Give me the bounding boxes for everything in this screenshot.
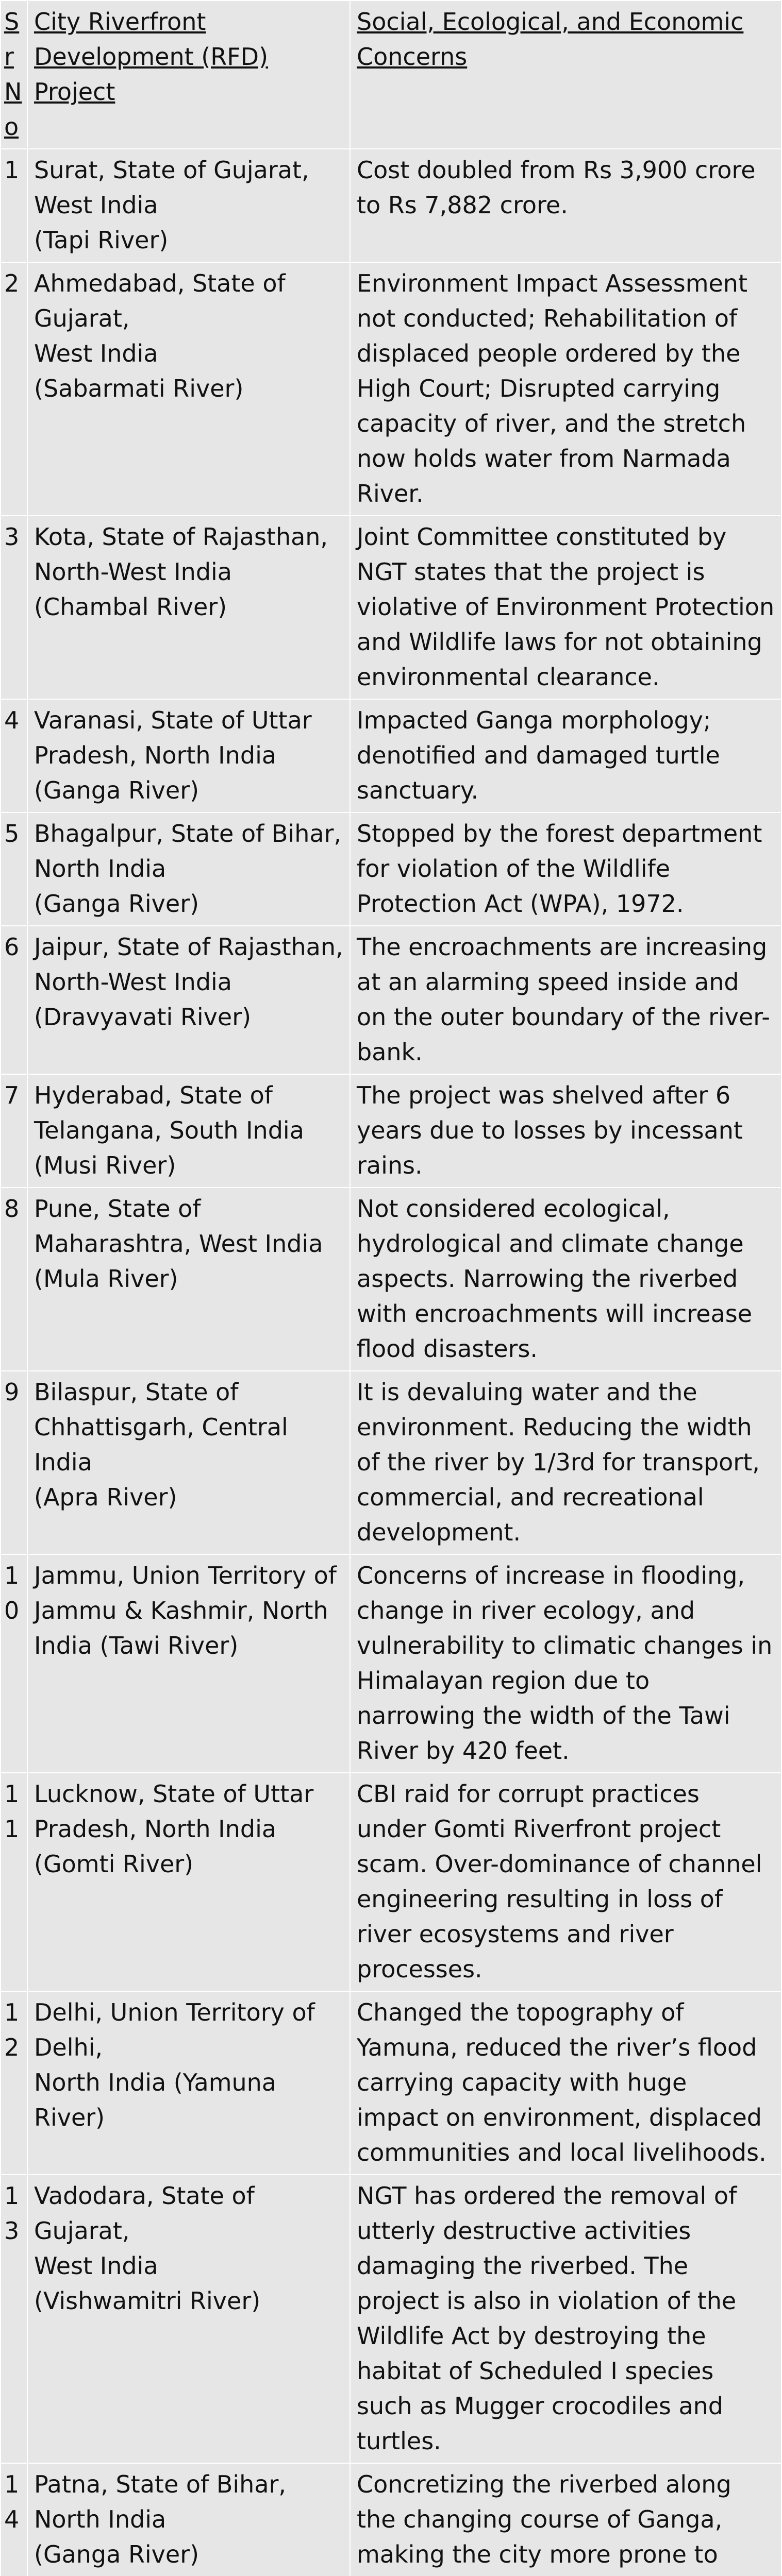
table-row bbox=[1, 699, 781, 812]
table-row bbox=[1, 1074, 781, 1188]
project-line: (Chambal River) bbox=[34, 593, 227, 621]
table-row bbox=[1, 1773, 781, 1991]
row-number: 1 bbox=[1, 149, 27, 262]
row-number: 5 bbox=[1, 812, 27, 926]
project-line: (Gomti River) bbox=[34, 1850, 194, 1878]
project-line: Patna, State of Bihar, North India bbox=[34, 2470, 287, 2533]
project-line: Ahmedabad, State of Gujarat, bbox=[34, 269, 286, 332]
table-row bbox=[1, 262, 781, 516]
table-body bbox=[1, 149, 781, 2576]
project-cell bbox=[27, 699, 350, 812]
table-row bbox=[1, 516, 781, 699]
project-line: Hyderabad, State of Telangana, South India bbox=[34, 1081, 304, 1144]
project-line: Jaipur, State of Rajasthan, North-West India bbox=[34, 933, 343, 996]
table-row bbox=[1, 2175, 781, 2463]
concerns-cell: Environment Impact Assessment not conducted; Rehabilitation of displaced people ordered by the High Court; Disrupted carrying capacity of river, and the stretch now holds water from Narmada River. bbox=[350, 262, 781, 516]
project-line: Jammu, Union Territory of Jammu & Kashmir, North India (Tawi River) bbox=[34, 1562, 337, 1659]
project-line: (Mula River) bbox=[34, 1265, 178, 1293]
header-sr-no: Sr No bbox=[1, 1, 27, 149]
row-number: 4 bbox=[1, 699, 27, 812]
table-row bbox=[1, 812, 781, 926]
row-number: 13 bbox=[1, 2175, 27, 2463]
project-line: (Apra River) bbox=[34, 1483, 177, 1511]
project-cell bbox=[27, 1074, 350, 1188]
table-row bbox=[1, 2463, 781, 2576]
project-line: North India (Yamuna River) bbox=[34, 2069, 276, 2131]
project-line: (Tapi River) bbox=[34, 226, 169, 254]
project-line: West India bbox=[34, 2252, 158, 2280]
project-line: Bilaspur, State of Chhattisgarh, Central India bbox=[34, 1378, 288, 1476]
project-cell bbox=[27, 2175, 350, 2463]
project-line: (Sabarmati River) bbox=[34, 375, 244, 402]
header-project: City Riverfront Development (RFD) Project bbox=[27, 1, 350, 149]
header-concerns: Social, Ecological, and Economic Concerns bbox=[350, 1, 781, 149]
project-line: Lucknow, State of Uttar Pradesh, North India bbox=[34, 1780, 314, 1843]
project-cell bbox=[27, 1773, 350, 1991]
project-line: West India bbox=[34, 340, 158, 367]
project-line: Pune, State of Maharashtra, West India bbox=[34, 1195, 323, 1258]
project-line: (Vishwamitri River) bbox=[34, 2287, 261, 2315]
row-number: 11 bbox=[1, 1773, 27, 1991]
table-row bbox=[1, 1188, 781, 1371]
project-line: (Dravyavati River) bbox=[34, 1003, 252, 1031]
table-row bbox=[1, 1554, 781, 1773]
project-cell bbox=[27, 812, 350, 926]
concerns-cell: It is devaluing water and the environment. Reducing the width of the river by 1/3rd for transport, commercial, and recreational development. bbox=[350, 1371, 781, 1554]
project-line: Surat, State of Gujarat, West India bbox=[34, 156, 309, 219]
concerns-cell: Stopped by the forest department for violation of the Wildlife Protection Act (WPA), 1972. bbox=[350, 812, 781, 926]
table-header-row bbox=[1, 1, 781, 149]
project-cell bbox=[27, 516, 350, 699]
row-number: 10 bbox=[1, 1554, 27, 1773]
project-cell bbox=[27, 1554, 350, 1773]
concerns-cell: Not considered ecological, hydrological and climate change aspects. Narrowing the riverbed with encroachments will increase flood disasters. bbox=[350, 1188, 781, 1371]
project-cell bbox=[27, 1188, 350, 1371]
concerns-cell: Impacted Ganga morphology; denotified and damaged turtle sanctuary. bbox=[350, 699, 781, 812]
project-cell bbox=[27, 2463, 350, 2576]
row-number: 14 bbox=[1, 2463, 27, 2576]
row-number: 8 bbox=[1, 1188, 27, 1371]
concerns-cell: Joint Committee constituted by NGT states that the project is violative of Environment Protection and Wildlife laws for not obtaining environmental clearance. bbox=[350, 516, 781, 699]
row-number: 6 bbox=[1, 926, 27, 1074]
concerns-cell: Concretizing the riverbed along the changing course of Ganga, making the city more prone to bbox=[350, 2463, 781, 2576]
project-line: (Ganga River) bbox=[34, 2540, 199, 2568]
project-line: Delhi, Union Territory of Delhi, bbox=[34, 1998, 315, 2061]
row-number: 2 bbox=[1, 262, 27, 516]
concerns-cell: Cost doubled from Rs 3,900 crore to Rs 7,882 crore. bbox=[350, 149, 781, 262]
concerns-cell: CBI raid for corrupt practices under Gomti Riverfront project scam. Over-dominance of channel engineering resulting in loss of river ecosystems and river processes. bbox=[350, 1773, 781, 1991]
table-row bbox=[1, 1991, 781, 2175]
project-line: Bhagalpur, State of Bihar, North India bbox=[34, 820, 342, 883]
project-line: Vadodara, State of Gujarat, bbox=[34, 2182, 255, 2245]
project-line: (Ganga River) bbox=[34, 890, 199, 918]
project-cell bbox=[27, 1371, 350, 1554]
concerns-cell: The encroachments are increasing at an alarming speed inside and on the outer boundary of the river-bank. bbox=[350, 926, 781, 1074]
project-line: (Ganga River) bbox=[34, 776, 199, 804]
row-number: 7 bbox=[1, 1074, 27, 1188]
project-line: Kota, State of Rajasthan, North-West India bbox=[34, 523, 328, 586]
concerns-cell: Concerns of increase in flooding, change in river ecology, and vulnerability to climatic changes in Himalayan region due to narrowing the width of the Tawi River by 420 feet. bbox=[350, 1554, 781, 1773]
project-line: (Musi River) bbox=[34, 1151, 176, 1179]
row-number: 3 bbox=[1, 516, 27, 699]
row-number: 9 bbox=[1, 1371, 27, 1554]
table-row bbox=[1, 1371, 781, 1554]
concerns-cell: The project was shelved after 6 years due to losses by incessant rains. bbox=[350, 1074, 781, 1188]
row-number: 12 bbox=[1, 1991, 27, 2175]
project-cell bbox=[27, 149, 350, 262]
table-row bbox=[1, 926, 781, 1074]
concerns-cell: Changed the topography of Yamuna, reduced the river’s flood carrying capacity with huge impact on environment, displaced communities and local livelihoods. bbox=[350, 1991, 781, 2175]
concerns-cell: NGT has ordered the removal of utterly destructive activities damaging the riverbed. The project is also in violation of the Wildlife Act by destroying the habitat of Scheduled I species such as Mugger crocodiles and turtles. bbox=[350, 2175, 781, 2463]
project-cell bbox=[27, 1991, 350, 2175]
table-row bbox=[1, 149, 781, 262]
project-cell bbox=[27, 926, 350, 1074]
project-line: Varanasi, State of Uttar Pradesh, North India bbox=[34, 706, 312, 769]
project-cell bbox=[27, 262, 350, 516]
